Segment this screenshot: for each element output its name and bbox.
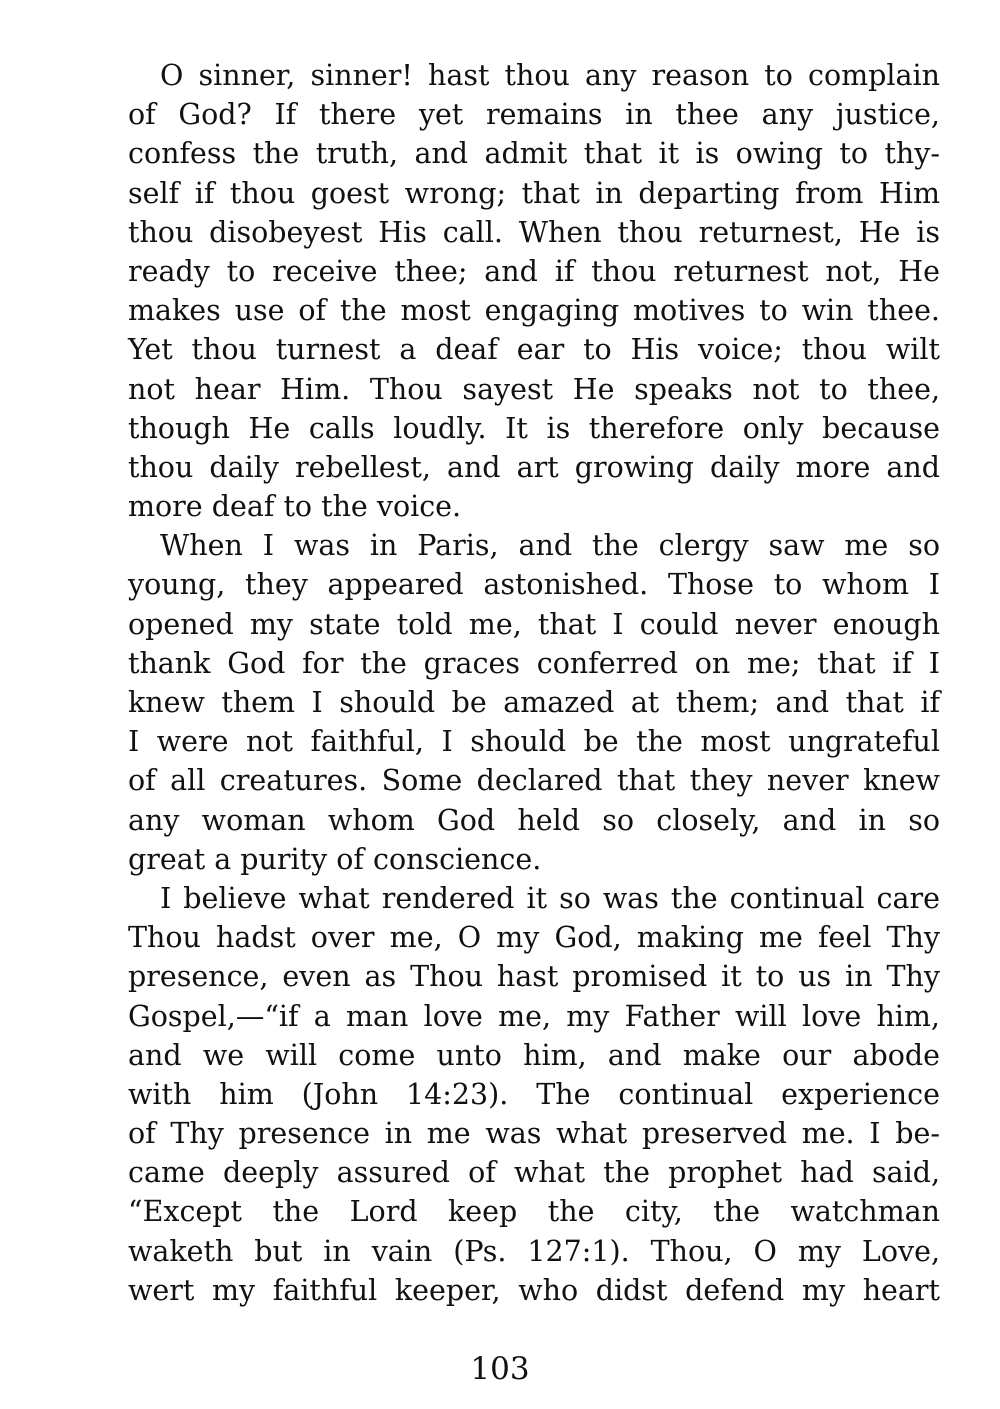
paragraph-3-line-11: wert my faithful keeper, who didst defend my heart xyxy=(128,1273,940,1307)
paragraph-3-line-2: Thou hadst over me, O my God, making me feel Thy xyxy=(128,921,940,955)
paragraph-2-line-2: young, they appeared astonished. Those to whom I xyxy=(128,568,940,602)
paragraph-1-line-3: confess the truth, and admit that it is owing to thy- xyxy=(128,137,940,171)
paragraph-1-line-2: of God? If there yet remains in thee any justice, xyxy=(128,98,940,132)
paragraph-2-line-8: any woman whom God held so closely, and in so xyxy=(128,803,940,837)
paragraph-2-line-5: knew them I should be amazed at them; and that if xyxy=(128,686,940,719)
paragraph-2-line-6: I were not faithful, I should be the most ungrateful xyxy=(128,725,940,759)
paragraph-3-line-6: with him (John 14:23). The continual experience xyxy=(128,1077,940,1111)
page-number: 103 xyxy=(470,1351,530,1387)
paragraph-3-line-9: “Except the Lord keep the city, the watchman xyxy=(128,1195,940,1229)
paragraph-1-line-12: more deaf to the voice. xyxy=(128,490,462,524)
paragraph-2-line-4: thank God for the graces conferred on me; that if I xyxy=(128,646,940,680)
paragraph-3-line-10: waketh but in vain (Ps. 127:1). Thou, O my Love, xyxy=(128,1234,940,1268)
paragraph-1-line-6: ready to receive thee; and if thou returnest not, He xyxy=(128,254,940,288)
paragraph-1-line-4: self if thou goest wrong; that in departing from Him xyxy=(128,176,940,210)
paragraph-1-line-7: makes use of the most engaging motives to win thee. xyxy=(128,294,940,328)
paragraph-1-line-5: thou disobeyest His call. When thou returnest, He is xyxy=(128,215,940,249)
paragraph-2-line-9: great a purity of conscience. xyxy=(128,842,542,876)
paragraph-3-line-7: of Thy presence in me was what preserved me. I be- xyxy=(128,1117,940,1151)
paragraph-3-line-8: came deeply assured of what the prophet had said, xyxy=(128,1156,940,1190)
paragraph-1-line-11: thou daily rebellest, and art growing daily more and xyxy=(128,450,940,484)
paragraph-1-line-1: O sinner, sinner! hast thou any reason to complain xyxy=(160,59,940,92)
paragraph-3-line-1: I believe what rendered it so was the continual care xyxy=(160,881,940,915)
paragraph-3-line-3: presence, even as Thou hast promised it to us in Thy xyxy=(128,960,940,994)
paragraph-2-line-1: When I was in Paris, and the clergy saw me so xyxy=(160,529,940,563)
body-text xyxy=(128,56,940,1310)
paragraph-2-line-7: of all creatures. Some declared that they never knew xyxy=(128,764,940,798)
paragraph-1-line-8: Yet thou turnest a deaf ear to His voice; thou wilt xyxy=(128,333,940,367)
paragraph-3-line-5: and we will come unto him, and make our abode xyxy=(128,1038,940,1072)
paragraph-3-line-4: Gospel,—“if a man love me, my Father will love him, xyxy=(128,999,940,1033)
paragraph-2-line-3: opened my state told me, that I could never enough xyxy=(128,607,940,641)
paragraph-1-line-10: though He calls loudly. It is therefore only because xyxy=(128,411,940,445)
paragraph-1-line-9: not hear Him. Thou sayest He speaks not to thee, xyxy=(128,372,940,406)
